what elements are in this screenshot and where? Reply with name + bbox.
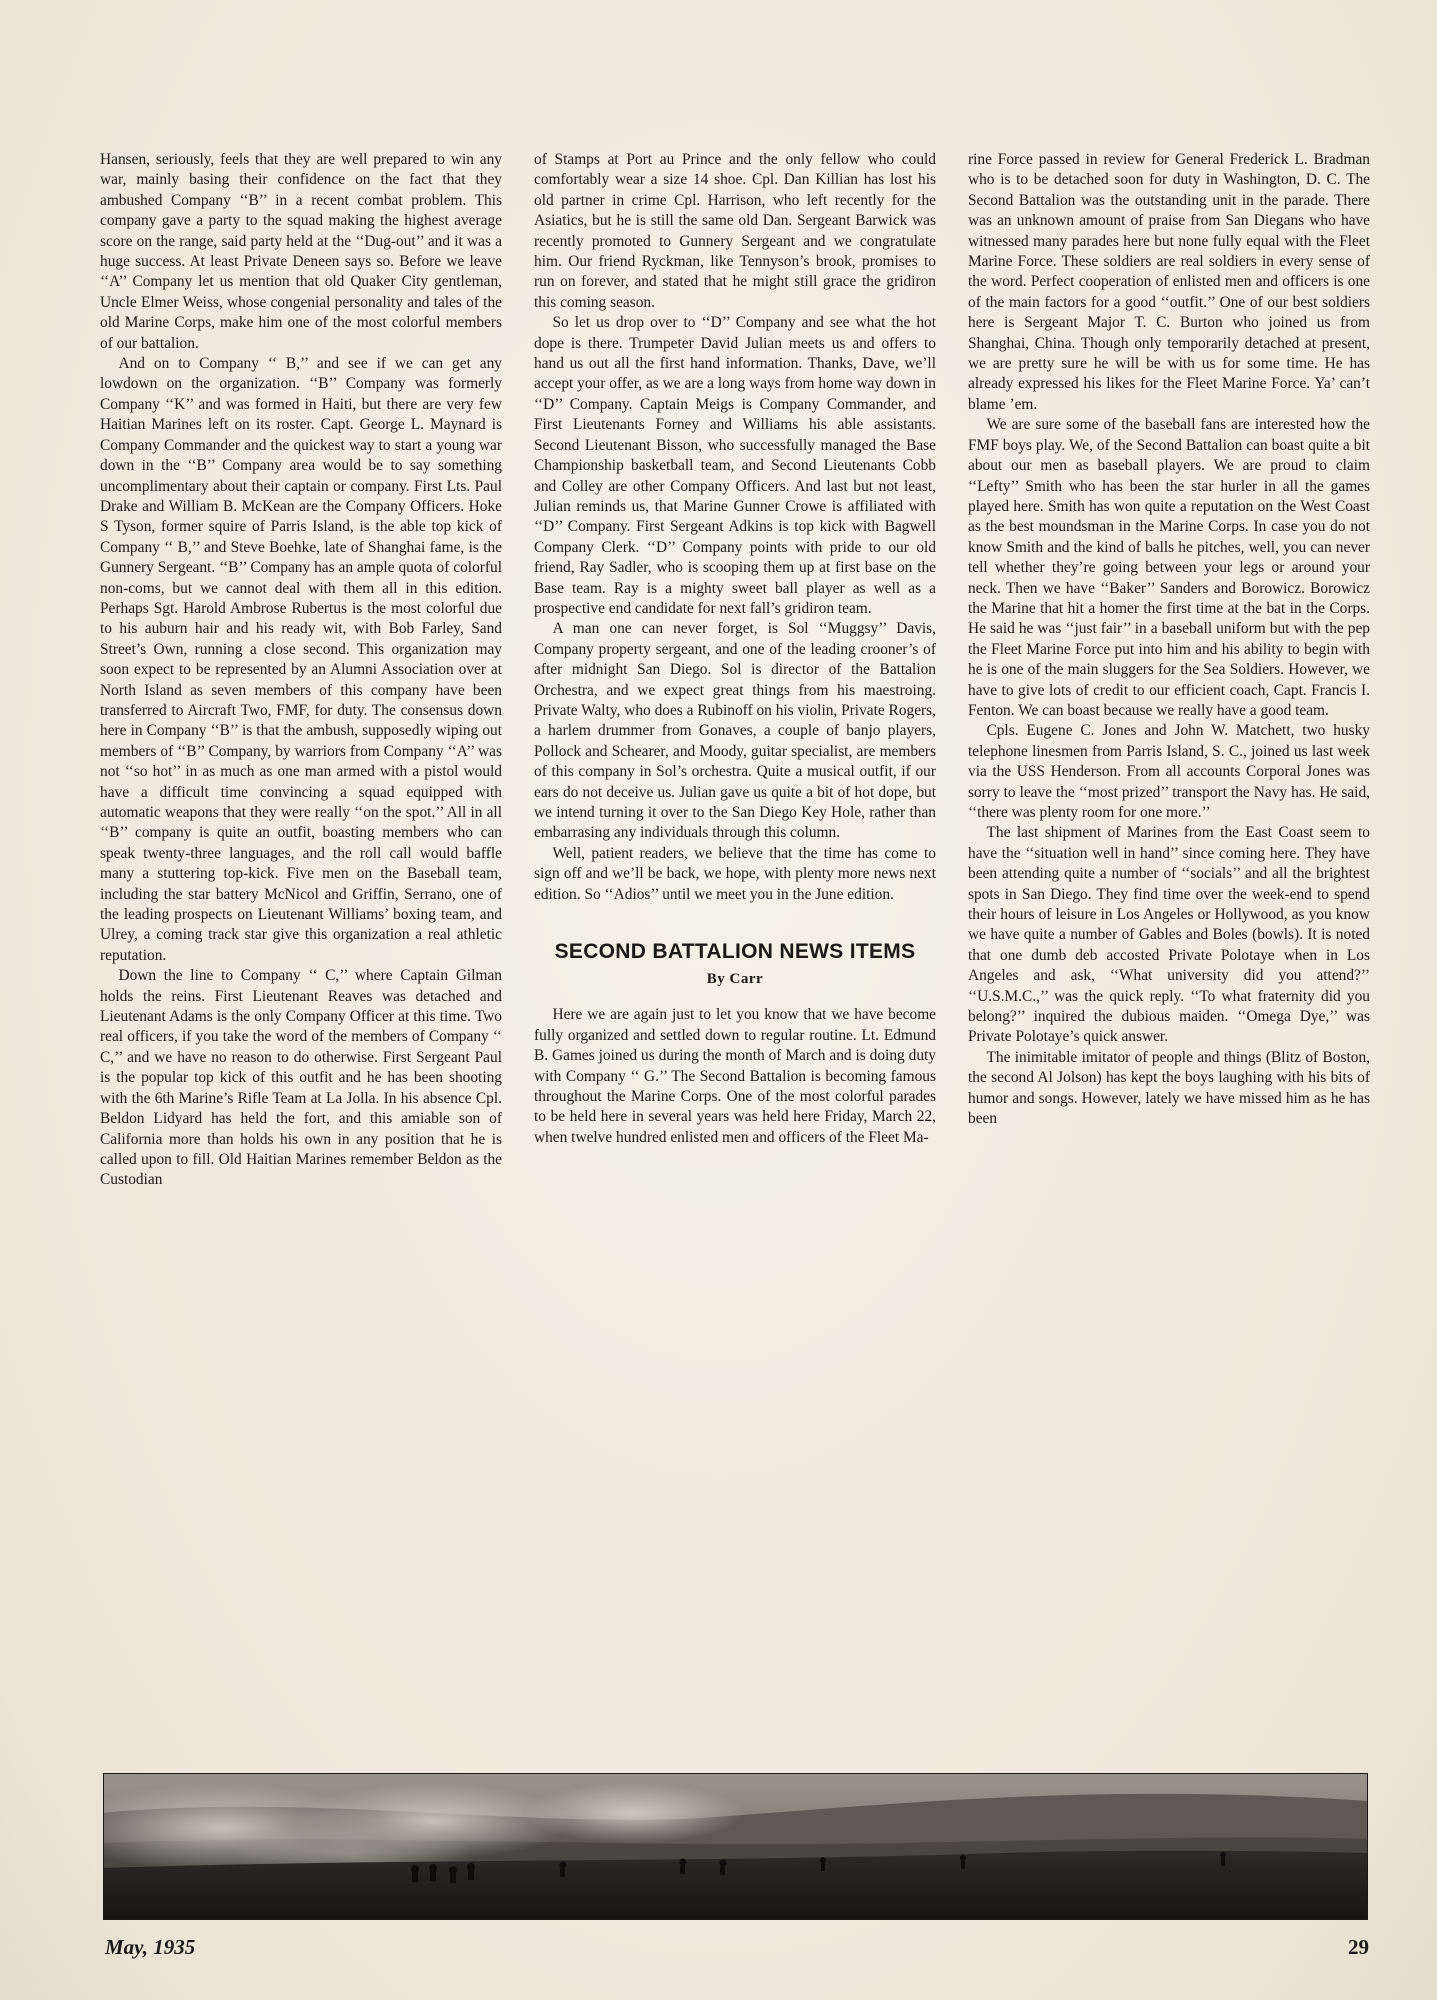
paragraph: Down the line to Company ‘‘ C,’’ where Captain Gilman holds the reins. First Lieutenant Reaves was detached and Lieutenant Adams is the only Company Officer at this time. Two real officers, if you take the word of the members of Company ‘‘ C,’’ and we have no reason to do otherwise. First Sergeant Paul is the popular top kick of this outfit and he has been shooting with the 6th Marine’s Rifle Team at La Jolla. In his absence Cpl. Beldon Lidyard has held the fort, and this amiable son of California more than holds his own in any position that he is called upon to fill. Old Haitian Marines remember Beldon as the Custodian <box>100 967 502 1189</box>
paragraph: So let us drop over to ‘‘D’’ Company and see what the hot dope is there. Trumpeter David Julian meets us and offers to hand us out all the first hand information. Thanks, Dave, we’ll accept your offer, as we are a long ways from home way down in ‘‘D’’ Company. Captain Meigs is Company Commander, and First Lieutenants Forney and Williams his able assistants. Second Lieutenant Bisson, who successfully managed the Base Championship basketball team, and Second Lieutenants Cobb and Colley are other Company Officers. And last but not least, Julian reminds us, that Marine Gunner Crowe is affiliated with ‘‘D’’ Company. First Sergeant Adkins is top kick with Bagwell Company Clerk. ‘‘D’’ Company points with pride to our old friend, Ray Sadler, who is scooping them up at first base on the Base team. Ray is a mighty sweet ball player as well as a prospective end candidate for next fall’s gridiron team. <box>534 314 936 617</box>
column-1 <box>100 150 502 1760</box>
paragraph: A man one can never forget, is Sol ‘‘Muggsy’’ Davis, Company property sergeant, and one of the leading crooner’s of after midnight San Diego. Sol is director of the Battalion Orchestra, and we expect great things from his maestroing. Private Walty, who does a Rubinoff on his violin, Private Rogers, a harlem drummer from Gonaves, a couple of banjo players, Pollock and Schearer, and Moody, guitar specialist, are members of this company in Sol’s orchestra. Quite a musical outfit, if our ears do not deceive us. Julian gave us quite a bit of hot dope, but we intend turning it over to the San Diego Key Hole, rather than embarrasing any individuals through this column. <box>534 620 936 842</box>
column-2 <box>534 150 936 1760</box>
paragraph: The last shipment of Marines from the East Coast seem to have the ‘‘situation well in hand’’ since coming here. They have been attending quite a number of ‘‘socials’’ and all the brightest spots in San Diego. They find time over the week-end to spend their hours of leisure in Los Angeles or Hollywood, as you know we have quite a number of Gables and Boles (bowls). It is noted that one dumb deb accosted Private Polotaye when in Los Angeles and ask, ‘‘What university did you attend?’’ ‘‘U.S.M.C.,’’ was the quick reply. ‘‘To what fraternity did you belong?’’ inquired the dubious maiden. ‘‘Omega Dye,’’ was Private Polotaye’s quick answer. <box>968 824 1370 1046</box>
paragraph: Well, patient readers, we believe that the time has come to sign off and we’ll be back, we hope, with plenty more news next edition. So ‘‘Adios’’ until we meet you in the June edition. <box>534 844 936 903</box>
issue-date: May, 1935 <box>105 1935 196 1959</box>
page-number: 29 <box>1348 1935 1369 1959</box>
paragraph: of Stamps at Port au Prince and the only fellow who could comfortably wear a size 14 shoe. Cpl. Dan Killian has lost his old partner in crime Cpl. Harrison, who left recently for the Asiatics, but he is still the same old Dan. Sergeant Barwick was recently promoted to Gunnery Sergeant and we congratulate him. Our friend Ryckman, like Tennyson’s brook, promises to run on forever, and stated that he might still grace the gridiron this coming season. <box>534 151 936 311</box>
article-columns <box>100 150 1370 1760</box>
paragraph: And on to Company ‘‘ B,’’ and see if we can get any lowdown on the organization. ‘‘B’’ Company was formerly Company ‘‘K’’ and was formed in Haiti, but there are very few Haitian Marines left on its roster. Capt. George L. Maynard is Company Commander and the quickest way to start a young war down in the ‘‘B’’ Company area would be to say something uncomplimentary about their captain or company. First Lts. Paul Drake and William B. McKean are the Company Officers. Hoke S Tyson, former squire of Parris Island, is the able top kick of Company ‘‘ B,’’ and Steve Boehke, late of Shanghai fame, is the Gunnery Sergeant. ‘‘B’’ Company has an ample quota of colorful non-coms, but we cannot deal with them all in this edition. Perhaps Sgt. Harold Ambrose Rubertus is the most colorful due to his auburn hair and his ready wit, with Bob Farley, Sand Street’s Own, running a close second. This organization may soon expect to be represented by an Alumni Association over at North Island as seven members of this company have been transferred to Aircraft Two, FMF, for duty. The consensus down here in Company ‘‘B’’ is that the ambush, supposedly wiping out members of ‘‘B’’ Company, by warriors from Company ‘‘A’’ was not ‘‘so hot’’ in as much as one man armed with a pistol would have a difficult time convincing a squad equipped with automatic weapons that they were really ‘‘on the spot.’’ All in all ‘‘B’’ company is quite an outfit, boasting members who can speak twenty-three languages, and the roll call would baffle many a stuttering top-kick. Five men on the Baseball team, including the star battery McNicol and Griffin, Serrano, one of the leading prospects on Lieutenant Williams’ boxing team, and Ulrey, a coming track star give this organization a real athletic reputation. <box>100 355 502 964</box>
battlefield-photo <box>103 1773 1368 1920</box>
paragraph: rine Force passed in review for General Frederick L. Bradman who is to be detached soon for duty in Washington, D. C. The Second Battalion was the outstanding unit in the parade. There was an unknown amount of praise from San Diegans who have witnessed many parades here but none fully equal with the Fleet Marine Force. These soldiers are real soldiers in every sense of the word. Perfect cooperation of enlisted men and officers is one of the main factors for a good ‘‘outfit.’’ One of our best soldiers here is Sergeant Major T. C. Burton who joined us from Shanghai, China. Though only temporarily detached at present, we are pretty sure he will be with us for some time. He has already expressed his likes for the Fleet Marine Force. Ya’ can’t blame ’em. <box>968 151 1370 413</box>
section-headline: SECOND BATTALION NEWS ITEMS <box>554 940 916 964</box>
paragraph: Here we are again just to let you know that we have become fully organized and settled down to regular routine. Lt. Edmund B. Games joined us during the month of March and is doing duty with Company ‘‘ G.’’ The Second Battalion is becoming famous throughout the Marine Corps. One of the most colorful parades to be held here in several years was held here Friday, March 22, when twelve hundred enlisted men and officers of the Fleet Ma- <box>534 1006 936 1146</box>
byline: By Carr <box>706 971 764 988</box>
paragraph: Cpls. Eugene C. Jones and John W. Matchett, two husky telephone linesmen from Parris Island, S. C., joined us last week via the USS Henderson. From all accounts Corporal Jones was sorry to leave the ‘‘most prized’’ transport the Navy has. He said, ‘‘there was plenty room for one more.’’ <box>968 722 1370 821</box>
column-3 <box>968 150 1370 1760</box>
paragraph: The inimitable imitator of people and things (Blitz of Boston, the second Al Jolson) has kept the boys laughing with his bits of humor and songs. However, lately we have missed him as he has been <box>968 1048 1370 1128</box>
paragraph: We are sure some of the baseball fans are interested how the FMF boys play. We, of the Second Battalion can boast quite a bit about our men as baseball players. We are proud to claim ‘‘Lefty’’ Smith who has been the star hurler in all the games played here. Smith has won quite a reputation on the West Coast as the best moundsman in the Marine Corps. In case you do not know Smith and the kind of balls he pitches, well, you can never tell whether they’re going between your legs or around your neck. Then we have ‘‘Baker’’ Sanders and Borowicz. Borowicz the Marine that hit a homer the first time at the bat in the Corps. He said he was ‘‘just fair’’ in a baseball uniform but with the pep the Fleet Marine Force put into him and his ability to begin with he is one of the main sluggers for the Sea Soldiers. However, we have to give lots of credit to our efficient coach, Capt. Francis I. Fenton. We can boast because we really have a good team. <box>968 416 1370 719</box>
paragraph: Hansen, seriously, feels that they are well prepared to win any war, mainly basing their confidence on the fact that they ambushed Company ‘‘B’’ in a recent combat problem. This company gave a party to the squad making the highest average score on the range, said party held at the ‘‘Dug-out’’ and it was a huge success. At least Private Deneen says so. Before we leave ‘‘A’’ Company let us mention that old Quaker City gentleman, Uncle Elmer Weiss, whose congenial personality and tales of the old Marine Corps, make him one of the most colorful members of our battalion. <box>100 151 502 352</box>
